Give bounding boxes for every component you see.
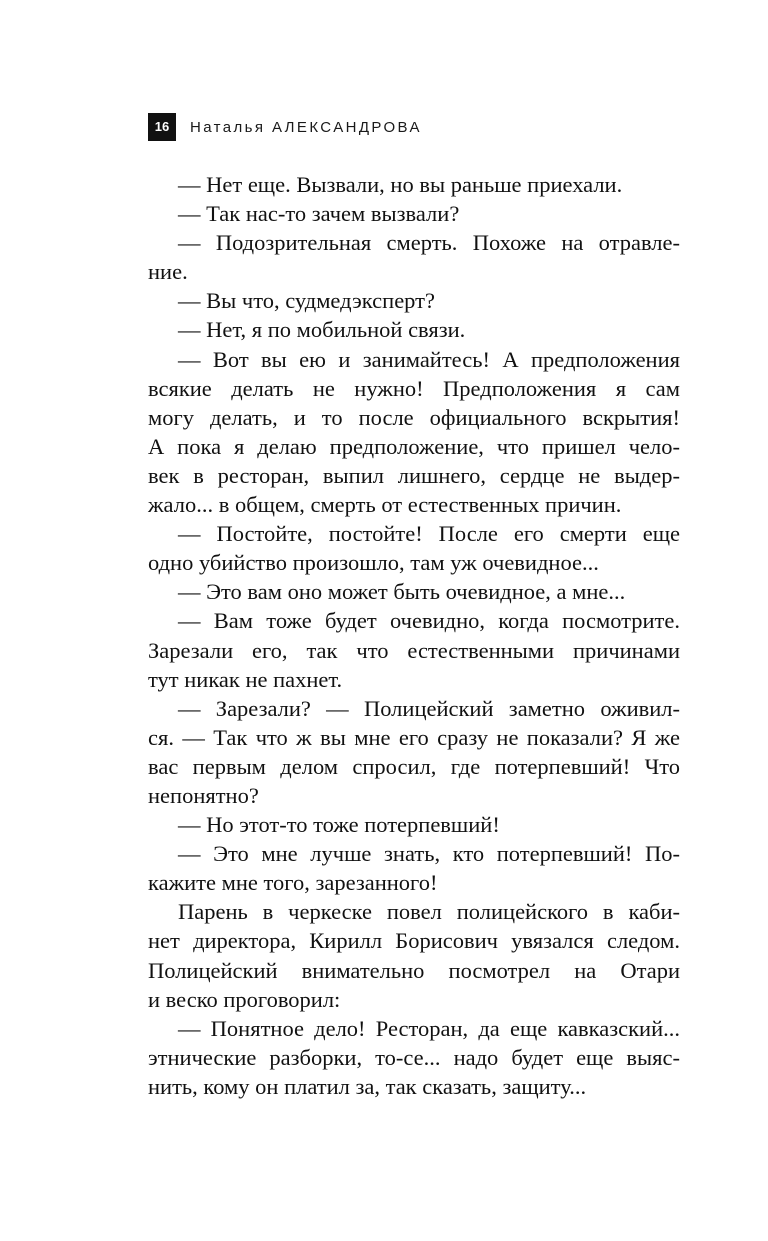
text-line: ся. — Так что ж вы мне его сразу не показали? Я же	[148, 724, 680, 750]
body-text	[148, 170, 680, 1101]
running-head	[148, 113, 422, 141]
text-line: всякие делать не нужно! Предположения я сам	[148, 375, 680, 401]
text-line: — Вот вы ею и занимайтесь! А предположения	[178, 346, 680, 372]
text-line: Полицейский внимательно посмотрел на Отари	[148, 957, 680, 983]
text-line: — Это вам оно может быть очевидное, а мне...	[178, 579, 626, 605]
text-line: А пока я делаю предположение, что пришел чело-	[148, 433, 680, 459]
running-head-title: Наталья АЛЕКСАНДРОВА	[190, 118, 422, 136]
text-line: — Понятное дело! Ресторан, да еще кавказский...	[178, 1015, 680, 1041]
text-line: — Нет еще. Вызвали, но вы раньше приехали.	[178, 172, 623, 197]
text-line: век в ресторан, выпил лишнего, сердце не выдер-	[148, 462, 680, 488]
text-line: и веско проговорил:	[148, 986, 341, 1012]
text-line: ние.	[148, 259, 188, 285]
text-line: нить, кому он платил за, так сказать, защиту...	[148, 1073, 587, 1099]
text-line: — Подозрительная смерть. Похоже на отравле-	[178, 230, 680, 256]
text-line: — Вам тоже будет очевидно, когда посмотрите.	[178, 608, 680, 634]
page-number: 16	[148, 113, 176, 141]
text-line: могу делать, и то после официального вскрытия!	[148, 404, 680, 430]
text-line: одно убийство произошло, там уж очевидное...	[148, 550, 599, 576]
text-line: тут никак не пахнет.	[148, 666, 343, 692]
text-line: Парень в черкеске повел полицейского в каби-	[178, 899, 680, 925]
text-line: нет директора, Кирилл Борисович увязался следом.	[148, 928, 680, 954]
text-line: — Вы что, судмедэксперт?	[178, 288, 435, 314]
text-line: вас первым делом спросил, где потерпевший! Что	[148, 753, 680, 779]
text-line: — Так нас-то зачем вызвали?	[178, 201, 460, 227]
text-line: этнические разборки, то-се... надо будет еще выяс-	[148, 1044, 680, 1070]
text-line: — Но этот-то тоже потерпевший!	[178, 812, 500, 838]
text-line: — Зарезали? — Полицейский заметно оживил-	[178, 695, 680, 721]
text-line: жало... в общем, смерть от естественных причин.	[148, 492, 622, 518]
text-line: — Это мне лучше знать, кто потерпевший! По-	[178, 841, 680, 867]
text-line: — Нет, я по мобильной связи.	[178, 317, 466, 343]
text-line: — Постойте, постойте! После его смерти еще	[178, 521, 680, 547]
text-line: Зарезали его, так что естественными причинами	[148, 637, 680, 663]
text-line: непонятно?	[148, 782, 259, 808]
text-line: кажите мне того, зарезанного!	[148, 870, 438, 896]
